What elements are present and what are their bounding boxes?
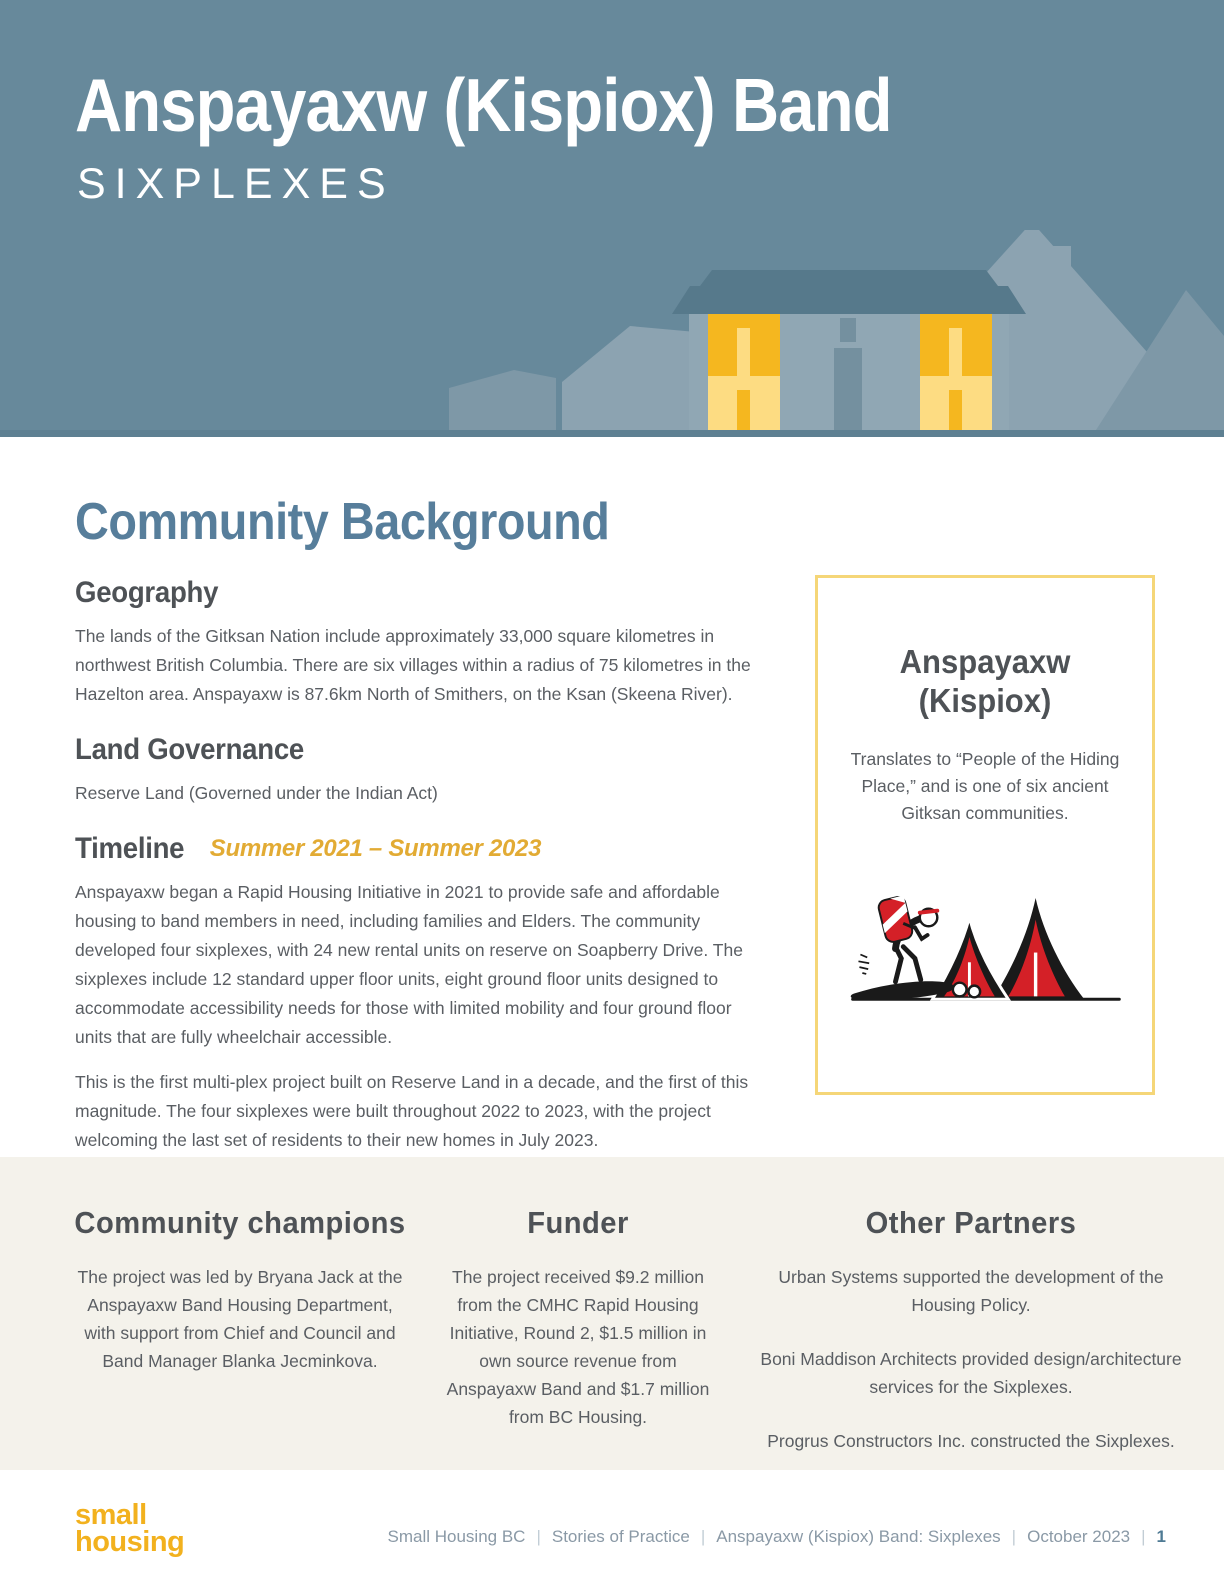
footer-item-title: Anspayaxw (Kispiox) Band: Sixplexes [716,1527,1001,1546]
footer-item-org: Small Housing BC [387,1527,526,1546]
logo-word-small: small [75,1499,147,1531]
funder-heading: Funder [527,1205,629,1240]
timeline-heading: Timeline Summer 2021 – Summer 2023 [75,832,542,865]
community-champions-column [60,1205,420,1470]
footer-separator: | [700,1527,706,1546]
main-content [75,492,765,1171]
callout-text: Translates to “People of the Hiding Place,” and is one of six ancient Gitksan communities. [850,749,1120,823]
kispiox-callout-box [815,575,1155,1095]
callout-title: Anspayaxw (Kispiox) [899,643,1071,719]
page-subtitle: SIXPLEXES [77,160,395,208]
small-housing-logo [75,1499,185,1558]
timeline-text-1: Anspayaxw began a Rapid Housing Initiative in 2021 to provide safe and affordable housing to band members in need, including families and Elders. The community developed four sixplexes, with 24 new rental units on reserve on Soapberry Drive. The sixplexes include 12 standard upper floor units, eight ground floor units designed to accommodate accessibility needs for those with limited mobility and four ground floor units that are fully wheelchair accessible. [75,882,743,1047]
other-partners-text-3: Progrus Constructors Inc. constructed the Sixplexes. [767,1431,1175,1451]
logo-word-housing: housing [75,1526,185,1558]
community-champions-text: The project was led by Bryana Jack at the Anspayaxw Band Housing Department, with support from Chief and Council and Band Manager Blanka Jecminkova. [77,1267,403,1371]
other-partners-column [748,1205,1194,1470]
timeline-text-2: This is the first multi-plex project built on Reserve Land in a decade, and the first of this magnitude. The four sixplexes were built throughout 2022 to 2023, with the project welcoming the last set of residents to their new homes in July 2023. [75,1072,749,1150]
timeline-date-range: Summer 2021 – Summer 2023 [209,835,542,862]
other-partners-text-1: Urban Systems supported the development of the Housing Policy. [778,1267,1164,1315]
funder-text: The project received $9.2 million from the CMHC Rapid Housing Initiative, Round 2, $1.5 million in own source revenue from Anspayaxw Band and $1.7 million from BC Housing. [446,1267,710,1427]
community-champions-heading: Community champions [74,1205,406,1240]
banner-ground-strip [0,430,1224,437]
houses-illustration [444,230,1224,430]
geography-heading: Geography [75,576,219,609]
footer-separator: | [1141,1527,1146,1546]
footer-item-date: October 2023 [1027,1527,1131,1546]
page-banner [0,0,1224,437]
footer-metadata [388,1527,1167,1547]
footer-item-series: Stories of Practice [551,1527,690,1546]
page-number: 1 [1156,1527,1166,1546]
footer-separator: | [1011,1527,1017,1546]
community-background-title: Community Background [75,493,610,551]
geography-text: The lands of the Gitksan Nation include approximately 33,000 square kilometres in northwest British Columbia. There are six villages within a radius of 75 kilometres in the Hazelton area. Anspayaxw is 87.6km North of Smithers, on the Ksan (Skeena River). [75,626,751,704]
gitksan-art-illustration [839,861,1131,1011]
land-governance-text: Reserve Land (Governed under the Indian Act) [75,783,438,803]
page-title: Anspayaxw (Kispiox) Band [75,63,892,147]
footer-separator: | [536,1527,541,1546]
partners-panel [0,1157,1224,1470]
other-partners-text-2: Boni Maddison Architects provided design/architecture services for the Sixplexes. [760,1349,1182,1397]
land-governance-heading: Land Governance [75,733,304,766]
funder-column [426,1205,730,1470]
other-partners-heading: Other Partners [865,1205,1077,1240]
